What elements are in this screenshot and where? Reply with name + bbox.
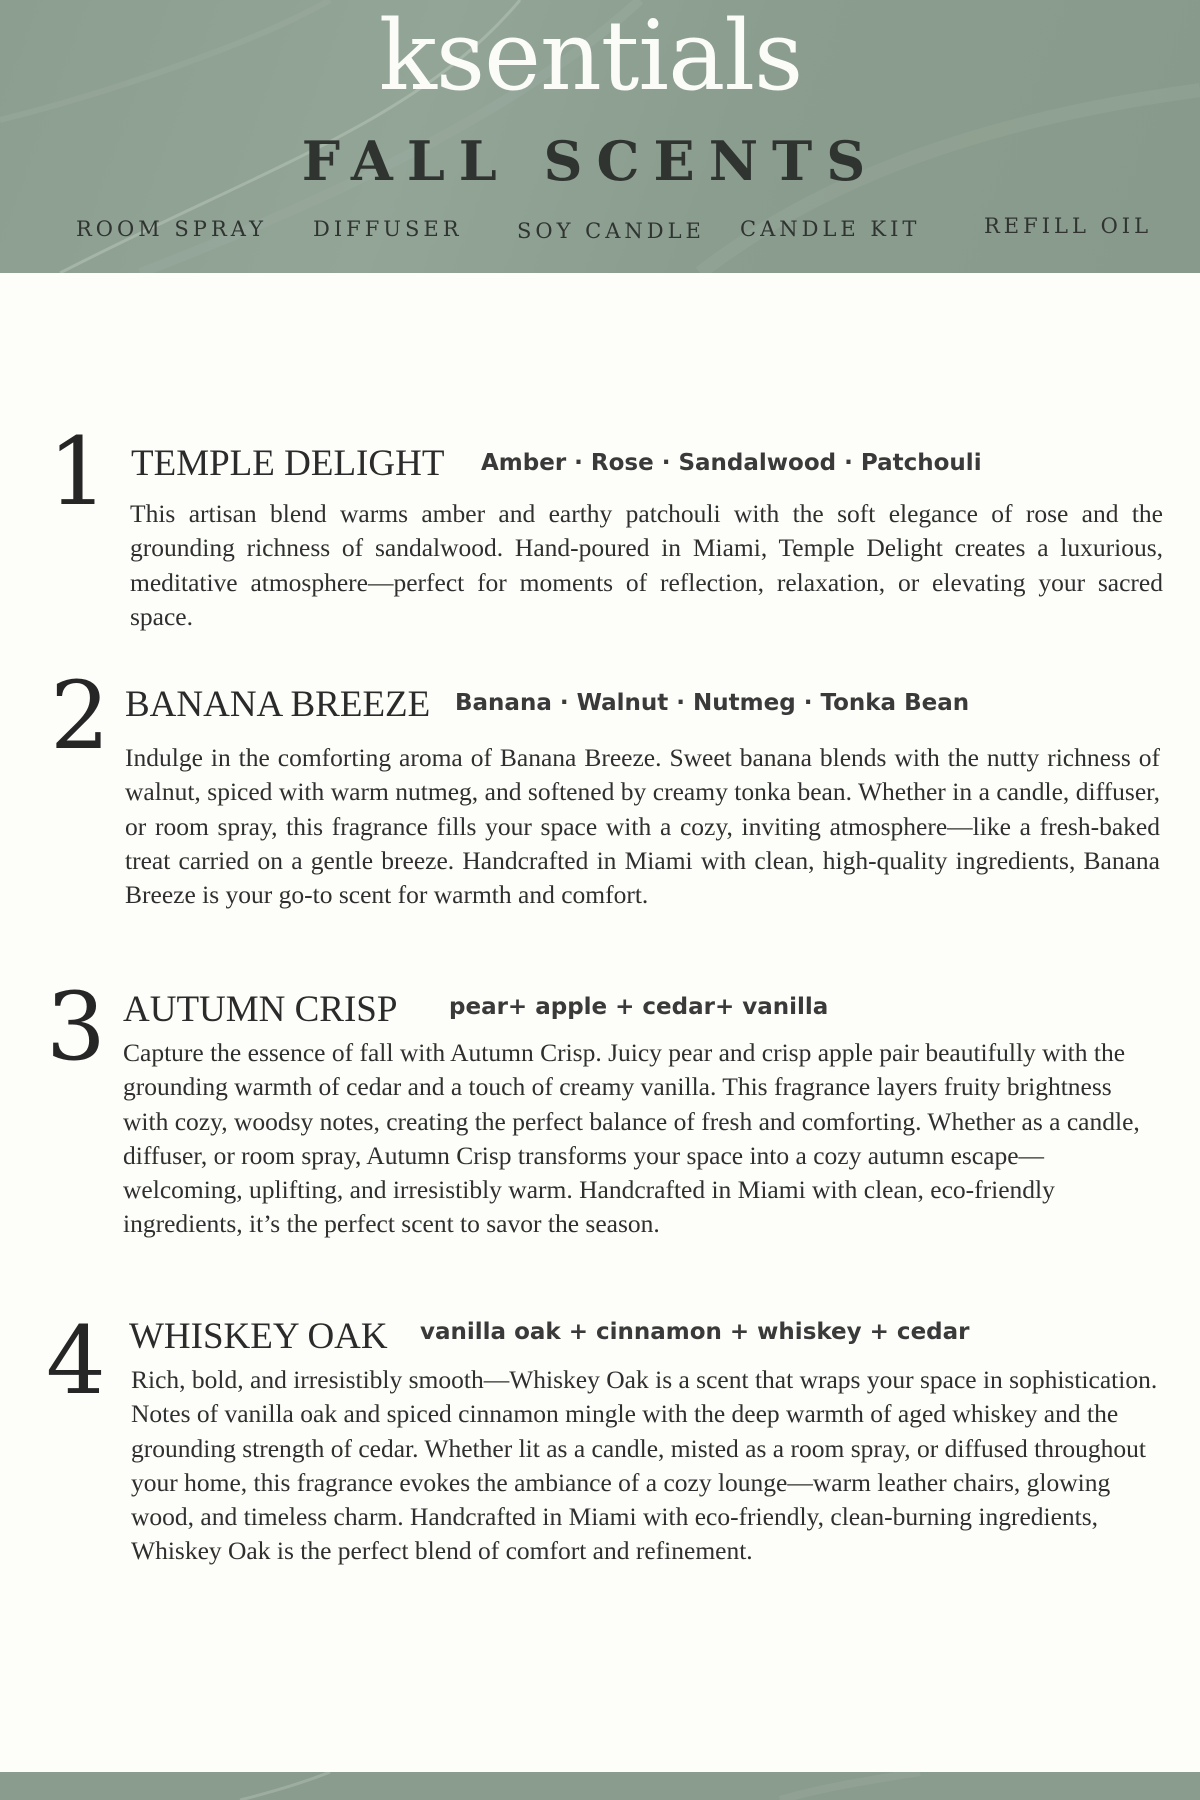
scent-description: Indulge in the comforting aroma of Banana Breeze. Sweet banana blends with the nutty richness of walnut, spiced with warm nutmeg, and softened by creamy tonka bean. Whether in a candle, diffuser, or room spray, this fragrance fills your space with a cozy, inviting atmosphere—like a fresh-baked treat carried on a gentle breeze. Handcrafted in Miami with clean, high-quality ingredients, Banana Breeze is your go-to scent for warmth and comfort.: [125, 743, 1160, 910]
header-banner: [0, 0, 1200, 273]
marble-swirl-decoration: [0, 1772, 1200, 1800]
scent-notes: pear+ apple + cedar+ vanilla: [449, 994, 829, 1020]
scent-number: 3: [46, 973, 106, 1082]
scent-description: This artisan blend warms amber and earthy patchouli with the soft elegance of rose and the grounding richness of sandalwood. Hand-poured in Miami, Temple Delight creates a luxurious, meditative atmosphere—perfect for moments of reflection, relaxation, or elevating your sacred space.: [130, 499, 1163, 631]
page-title: FALL SCENTS: [301, 129, 880, 193]
category-soy-candle[interactable]: SOY CANDLE: [517, 219, 705, 243]
scent-number: 2: [50, 662, 110, 771]
scent-number: 1: [48, 418, 108, 527]
category-room-spray[interactable]: ROOM SPRAY: [76, 217, 267, 241]
scent-number: 4: [46, 1307, 106, 1416]
scent-name: AUTUMN CRISP: [123, 989, 398, 1030]
footer-band: [0, 1772, 1200, 1800]
category-diffuser[interactable]: DIFFUSER: [313, 217, 463, 241]
category-candle-kit[interactable]: CANDLE KIT: [740, 217, 921, 241]
category-refill-oil[interactable]: REFILL OIL: [984, 214, 1153, 238]
scent-notes: Amber · Rose · Sandalwood · Patchouli: [481, 450, 982, 476]
scent-name: WHISKEY OAK: [129, 1316, 388, 1357]
scent-description: Rich, bold, and irresistibly smooth—Whiskey Oak is a scent that wraps your space in sophistication. Notes of vanilla oak and spiced cinnamon mingle with the deep warmth of aged whiskey and the grounding strength of cedar. Whether lit as a candle, misted as a room spray, or diffused throughout your home, this fragrance evokes the ambiance of a cozy lounge—warm leather chairs, glowing wood, and timeless charm. Handcrafted in Miami with eco-friendly, clean-burning ingredients, Whiskey Oak is the perfect blend of comfort and refinement.: [131, 1365, 1158, 1566]
scent-name: BANANA BREEZE: [125, 684, 431, 725]
brand-logo: ksentials: [378, 0, 803, 112]
scent-description: Capture the essence of fall with Autumn Crisp. Juicy pear and crisp apple pair beautifully with the grounding warmth of cedar and a touch of creamy vanilla. This fragrance layers fruity brightness with cozy, woodsy notes, creating the perfect balance of fresh and comforting. Whether as a candle, diffuser, or room spray, Autumn Crisp transforms your space into a cozy autumn escape—welcoming, uplifting, and irresistibly warm. Handcrafted in Miami with clean, eco-friendly ingredients, it’s the perfect scent to savor the season.: [123, 1038, 1140, 1239]
scent-notes: Banana · Walnut · Nutmeg · Tonka Bean: [455, 690, 970, 716]
scent-notes: vanilla oak + cinnamon + whiskey + cedar: [420, 1319, 970, 1345]
scent-name: TEMPLE DELIGHT: [131, 443, 445, 484]
